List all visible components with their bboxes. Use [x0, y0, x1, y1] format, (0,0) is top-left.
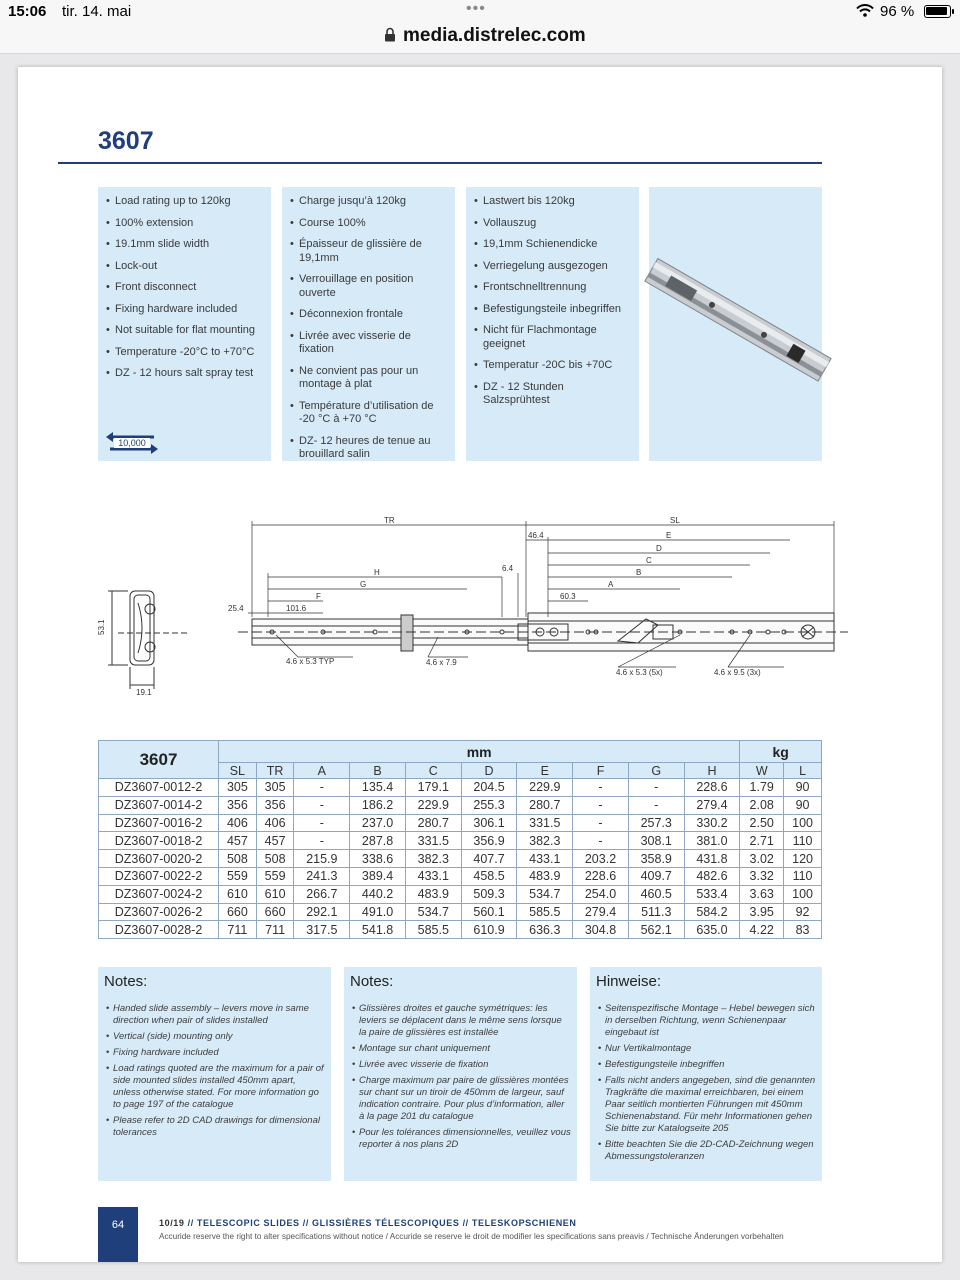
value-cell: 4.22: [740, 921, 784, 939]
catalog-page: [18, 67, 942, 1262]
value-cell: 610: [219, 885, 257, 903]
list-item: • Charge maximum par paire de glissières montées sur chant sur un tiroir de 450mm de largeur, sauf indication contraire. Pour plus d’information, aller à la page 201 du catalogue: [350, 1075, 571, 1123]
label-d: D: [656, 544, 662, 553]
part-number-cell: DZ3607-0020-2: [99, 850, 219, 868]
page-title: 3607: [98, 127, 154, 155]
value-cell: 711: [219, 921, 257, 939]
value-cell: 280.7: [517, 796, 573, 814]
label-f: F: [316, 592, 321, 601]
column-header: F: [573, 763, 629, 779]
value-cell: 304.8: [573, 921, 629, 939]
value-cell: 305: [219, 779, 257, 797]
value-cell: 660: [256, 903, 294, 921]
value-cell: 255.3: [461, 796, 517, 814]
value-cell: 406: [256, 814, 294, 832]
features-de-panel: [466, 187, 639, 461]
value-cell: 254.0: [573, 885, 629, 903]
value-cell: 186.2: [350, 796, 406, 814]
table-row: [99, 867, 822, 885]
list-item: • Vollauszug: [474, 217, 631, 231]
battery-percent: 96 %: [880, 3, 915, 20]
column-header: D: [461, 763, 517, 779]
column-header: C: [405, 763, 461, 779]
value-cell: 100: [784, 814, 822, 832]
value-cell: 409.7: [628, 867, 684, 885]
features-fr-panel: [282, 187, 455, 461]
value-cell: 511.3: [628, 903, 684, 921]
slide-side-view: [238, 613, 848, 651]
table-mm-group: mm: [219, 741, 740, 763]
value-cell: 331.5: [405, 832, 461, 850]
table-body: [99, 779, 822, 939]
value-cell: 203.2: [573, 850, 629, 868]
value-cell: 229.9: [517, 779, 573, 797]
list-item: • Charge jusqu’à 120kg: [290, 195, 447, 209]
list-item: • Falls nicht anders angegeben, sind die genannten Tragkräfte die maximal erreichbaren, bei einem Paar seitlich montierten Führungen mit 450mm Schienenabstand. Für mehr Informationen gehen Sie bitte zur Katalogseite 205: [596, 1075, 816, 1135]
part-number-cell: DZ3607-0028-2: [99, 921, 219, 939]
value-cell: 585.5: [405, 921, 461, 939]
list-item: • Course 100%: [290, 217, 447, 231]
value-cell: 457: [256, 832, 294, 850]
table-row: [99, 814, 822, 832]
value-cell: 406: [219, 814, 257, 832]
value-cell: 2.71: [740, 832, 784, 850]
list-item: • Pour les tolérances dimensionnelles, veuillez vous reporter à nos plans 2D: [350, 1127, 571, 1151]
column-header: TR: [256, 763, 294, 779]
value-cell: 559: [256, 867, 294, 885]
list-item: • Temperature -20°C to +70°C: [106, 346, 263, 360]
table-row: [99, 796, 822, 814]
value-cell: 457: [219, 832, 257, 850]
value-cell: 560.1: [461, 903, 517, 921]
part-number-cell: DZ3607-0016-2: [99, 814, 219, 832]
dim-101-6: 101.6: [286, 604, 307, 613]
list-item: • Befestigungsteile inbegriffen: [474, 303, 631, 317]
value-cell: -: [294, 796, 350, 814]
value-cell: 317.5: [294, 921, 350, 939]
notes-fr-list: [350, 1003, 571, 1151]
value-cell: 204.5: [461, 779, 517, 797]
list-item: • Vertical (side) mounting only: [104, 1031, 325, 1043]
value-cell: 382.3: [517, 832, 573, 850]
dim-19-1: 19.1: [136, 688, 152, 697]
address-bar[interactable]: media.distrelec.com: [403, 25, 586, 46]
list-item: • Lock-out: [106, 260, 263, 274]
value-cell: 460.5: [628, 885, 684, 903]
value-cell: 660: [219, 903, 257, 921]
value-cell: 330.2: [684, 814, 740, 832]
value-cell: 382.3: [405, 850, 461, 868]
table-row: [99, 832, 822, 850]
list-item: • 19.1mm slide width: [106, 238, 263, 252]
list-item: • Please refer to 2D CAD drawings for dimensional tolerances: [104, 1115, 325, 1139]
value-cell: 431.8: [684, 850, 740, 868]
features-fr-list: [290, 195, 447, 462]
value-cell: 3.63: [740, 885, 784, 903]
column-header: SL: [219, 763, 257, 779]
value-cell: 120: [784, 850, 822, 868]
value-cell: 90: [784, 779, 822, 797]
cross-section-view: [108, 591, 188, 689]
footer-section: [159, 1218, 577, 1228]
value-cell: 2.08: [740, 796, 784, 814]
lock-icon: [384, 27, 396, 42]
column-header: E: [517, 763, 573, 779]
value-cell: 610.9: [461, 921, 517, 939]
cycle-rating-badge: [104, 425, 160, 459]
status-time: 15:06: [8, 3, 47, 20]
value-cell: 483.9: [517, 867, 573, 885]
features-en-list: [106, 195, 263, 381]
list-item: • Verrouillage en position ouverte: [290, 273, 447, 300]
dim-60-3: 60.3: [560, 592, 576, 601]
footer-page-ref: 10/19: [159, 1218, 185, 1228]
list-item: • Temperatur -20C bis +70C: [474, 359, 631, 373]
value-cell: 287.8: [350, 832, 406, 850]
list-item: • Front disconnect: [106, 281, 263, 295]
column-header: H: [684, 763, 740, 779]
technical-drawing: [98, 507, 822, 727]
table-kg-group: kg: [740, 741, 822, 763]
column-header: A: [294, 763, 350, 779]
value-cell: 483.9: [405, 885, 461, 903]
notes-fr-panel: [344, 967, 577, 1181]
value-cell: 3.32: [740, 867, 784, 885]
label-a: A: [608, 580, 614, 589]
value-cell: 279.4: [684, 796, 740, 814]
value-cell: 584.2: [684, 903, 740, 921]
value-cell: 306.1: [461, 814, 517, 832]
title-divider: [58, 162, 822, 164]
value-cell: -: [573, 779, 629, 797]
value-cell: 433.1: [405, 867, 461, 885]
column-header: L: [784, 763, 822, 779]
label-e: E: [666, 531, 672, 540]
features-de-list: [474, 195, 631, 408]
list-item: • Load ratings quoted are the maximum for a pair of side mounted slides installed 450mm apart, unless otherwise stated. For more information go to page 197 of the catalogue: [104, 1063, 325, 1111]
value-cell: 308.1: [628, 832, 684, 850]
value-cell: 228.6: [573, 867, 629, 885]
list-item: • Nur Vertikalmontage: [596, 1043, 816, 1055]
features-en-panel: [98, 187, 271, 461]
list-item: • Livrée avec visserie de fixation: [290, 330, 447, 357]
value-cell: 241.3: [294, 867, 350, 885]
value-cell: -: [294, 779, 350, 797]
value-cell: 90: [784, 796, 822, 814]
table-row: [99, 921, 822, 939]
list-item: • Verriegelung ausgezogen: [474, 260, 631, 274]
value-cell: 491.0: [350, 903, 406, 921]
value-cell: 636.3: [517, 921, 573, 939]
list-item: • Glissières droites et gauche symétriques: les leviers se déplacent dans le même sens lorsque la paire de glissières est installée: [350, 1003, 571, 1039]
part-number-cell: DZ3607-0014-2: [99, 796, 219, 814]
value-cell: 559: [219, 867, 257, 885]
table-model-header: 3607: [99, 741, 219, 779]
value-cell: -: [573, 814, 629, 832]
callout-slot: 4.6 x 7.9: [426, 658, 457, 667]
value-cell: 356.9: [461, 832, 517, 850]
value-cell: 280.7: [405, 814, 461, 832]
callout-hole-typ: 4.6 x 5.3 TYP: [286, 657, 335, 666]
value-cell: 562.1: [628, 921, 684, 939]
value-cell: 407.7: [461, 850, 517, 868]
part-number-cell: DZ3607-0022-2: [99, 867, 219, 885]
status-date: tir. 14. mai: [62, 3, 132, 20]
part-number-cell: DZ3607-0018-2: [99, 832, 219, 850]
label-c: C: [646, 556, 652, 565]
more-dots-icon[interactable]: •••: [466, 0, 486, 17]
list-item: • Frontschnelltrennung: [474, 281, 631, 295]
column-header: G: [628, 763, 684, 779]
value-cell: 2.50: [740, 814, 784, 832]
value-cell: 257.3: [628, 814, 684, 832]
list-item: • Handed slide assembly – levers move in same direction when pair of slides installed: [104, 1003, 325, 1027]
list-item: • DZ - 12 hours salt spray test: [106, 367, 263, 381]
list-item: • Lastwert bis 120kg: [474, 195, 631, 209]
value-cell: 338.6: [350, 850, 406, 868]
specification-table: [98, 740, 822, 939]
notes-de-title: Hinweise:: [596, 973, 662, 990]
value-cell: 292.1: [294, 903, 350, 921]
part-number-cell: DZ3607-0012-2: [99, 779, 219, 797]
list-item: • Montage sur chant uniquement: [350, 1043, 571, 1055]
value-cell: -: [628, 796, 684, 814]
notes-de-panel: [590, 967, 822, 1181]
value-cell: 110: [784, 867, 822, 885]
value-cell: 228.6: [684, 779, 740, 797]
list-item: • Épaisseur de glissière de 19,1mm: [290, 238, 447, 265]
value-cell: 585.5: [517, 903, 573, 921]
value-cell: 135.4: [350, 779, 406, 797]
value-cell: -: [573, 796, 629, 814]
list-item: • Température d’utilisation de -20 °C à +70 °C: [290, 400, 447, 427]
list-item: • Fixing hardware included: [104, 1047, 325, 1059]
value-cell: 433.1: [517, 850, 573, 868]
value-cell: 266.7: [294, 885, 350, 903]
value-cell: 635.0: [684, 921, 740, 939]
label-h: H: [374, 568, 380, 577]
list-item: • Livrée avec visserie de fixation: [350, 1059, 571, 1071]
callout-holes-5x: 4.6 x 5.3 (5x): [616, 668, 663, 677]
callout-holes-3x: 4.6 x 9.5 (3x): [714, 668, 761, 677]
part-number-cell: DZ3607-0026-2: [99, 903, 219, 921]
table-row: [99, 903, 822, 921]
footer-disclaimer: Accuride reserve the right to alter specifications without notice / Accuride se reserve le droit de modifier les specifications sans preavis / Technische Änderungen vorbehalten: [159, 1232, 784, 1241]
wifi-icon: [856, 4, 874, 17]
table-row: [99, 779, 822, 797]
value-cell: 229.9: [405, 796, 461, 814]
value-cell: 110: [784, 832, 822, 850]
value-cell: -: [573, 832, 629, 850]
value-cell: 358.9: [628, 850, 684, 868]
browser-status-bar: [0, 0, 960, 54]
product-image-panel: [649, 187, 822, 461]
list-item: • Not suitable for flat mounting: [106, 324, 263, 338]
list-item: • 19,1mm Schienendicke: [474, 238, 631, 252]
notes-en-title: Notes:: [104, 973, 148, 990]
value-cell: 356: [256, 796, 294, 814]
label-tr: TR: [384, 516, 395, 525]
list-item: • Ne convient pas pour un montage à plat: [290, 365, 447, 392]
cycle-rating-value: 10,000: [118, 438, 146, 448]
value-cell: 541.8: [350, 921, 406, 939]
slide-product-image: [649, 187, 822, 461]
notes-en-panel: [98, 967, 331, 1181]
dim-46-4: 46.4: [528, 531, 544, 540]
column-header: B: [350, 763, 406, 779]
dim-6-4: 6.4: [502, 564, 514, 573]
notes-de-list: [596, 1003, 816, 1163]
value-cell: 610: [256, 885, 294, 903]
value-cell: 179.1: [405, 779, 461, 797]
value-cell: 1.79: [740, 779, 784, 797]
value-cell: 389.4: [350, 867, 406, 885]
list-item: • Bitte beachten Sie die 2D-CAD-Zeichnung wegen Abmessungstoleranzen: [596, 1139, 816, 1163]
value-cell: 458.5: [461, 867, 517, 885]
table-row: [99, 850, 822, 868]
value-cell: 279.4: [573, 903, 629, 921]
notes-fr-title: Notes:: [350, 973, 394, 990]
list-item: • 100% extension: [106, 217, 263, 231]
value-cell: 100: [784, 885, 822, 903]
value-cell: 356: [219, 796, 257, 814]
label-b: B: [636, 568, 642, 577]
list-item: • Load rating up to 120kg: [106, 195, 263, 209]
list-item: • DZ- 12 heures de tenue au brouillard salin: [290, 435, 447, 462]
list-item: • DZ - 12 Stunden Salzsprühtest: [474, 381, 631, 408]
list-item: • Befestigungsteile inbegriffen: [596, 1059, 816, 1071]
value-cell: -: [628, 779, 684, 797]
value-cell: 508: [219, 850, 257, 868]
list-item: • Nicht für Flachmontage geeignet: [474, 324, 631, 351]
value-cell: -: [294, 832, 350, 850]
list-item: • Fixing hardware included: [106, 303, 263, 317]
column-header: W: [740, 763, 784, 779]
list-item: • Seitenspezifische Montage – Hebel bewegen sich in derselben Richtung, wenn Schienenpaar eingebaut ist: [596, 1003, 816, 1039]
footer-section-title: // TELESCOPIC SLIDES // GLISSIÈRES TÉLESCOPIQUES // TELESKOPSCHIENEN: [184, 1218, 577, 1228]
value-cell: 331.5: [517, 814, 573, 832]
value-cell: 508: [256, 850, 294, 868]
value-cell: 482.6: [684, 867, 740, 885]
value-cell: 440.2: [350, 885, 406, 903]
value-cell: 92: [784, 903, 822, 921]
value-cell: 305: [256, 779, 294, 797]
value-cell: 83: [784, 921, 822, 939]
list-item: • Déconnexion frontale: [290, 308, 447, 322]
page-number: 64: [98, 1207, 138, 1262]
notes-en-list: [104, 1003, 325, 1139]
label-g: G: [360, 580, 367, 589]
value-cell: 215.9: [294, 850, 350, 868]
value-cell: 509.3: [461, 885, 517, 903]
label-sl: SL: [670, 516, 680, 525]
dim-53-1: 53.1: [97, 619, 106, 635]
value-cell: 534.7: [405, 903, 461, 921]
value-cell: -: [294, 814, 350, 832]
value-cell: 534.7: [517, 885, 573, 903]
value-cell: 381.0: [684, 832, 740, 850]
part-number-cell: DZ3607-0024-2: [99, 885, 219, 903]
table-row: [99, 885, 822, 903]
dim-25-4: 25.4: [228, 604, 244, 613]
value-cell: 711: [256, 921, 294, 939]
value-cell: 3.02: [740, 850, 784, 868]
value-cell: 237.0: [350, 814, 406, 832]
battery-icon: [924, 5, 951, 18]
value-cell: 533.4: [684, 885, 740, 903]
value-cell: 3.95: [740, 903, 784, 921]
